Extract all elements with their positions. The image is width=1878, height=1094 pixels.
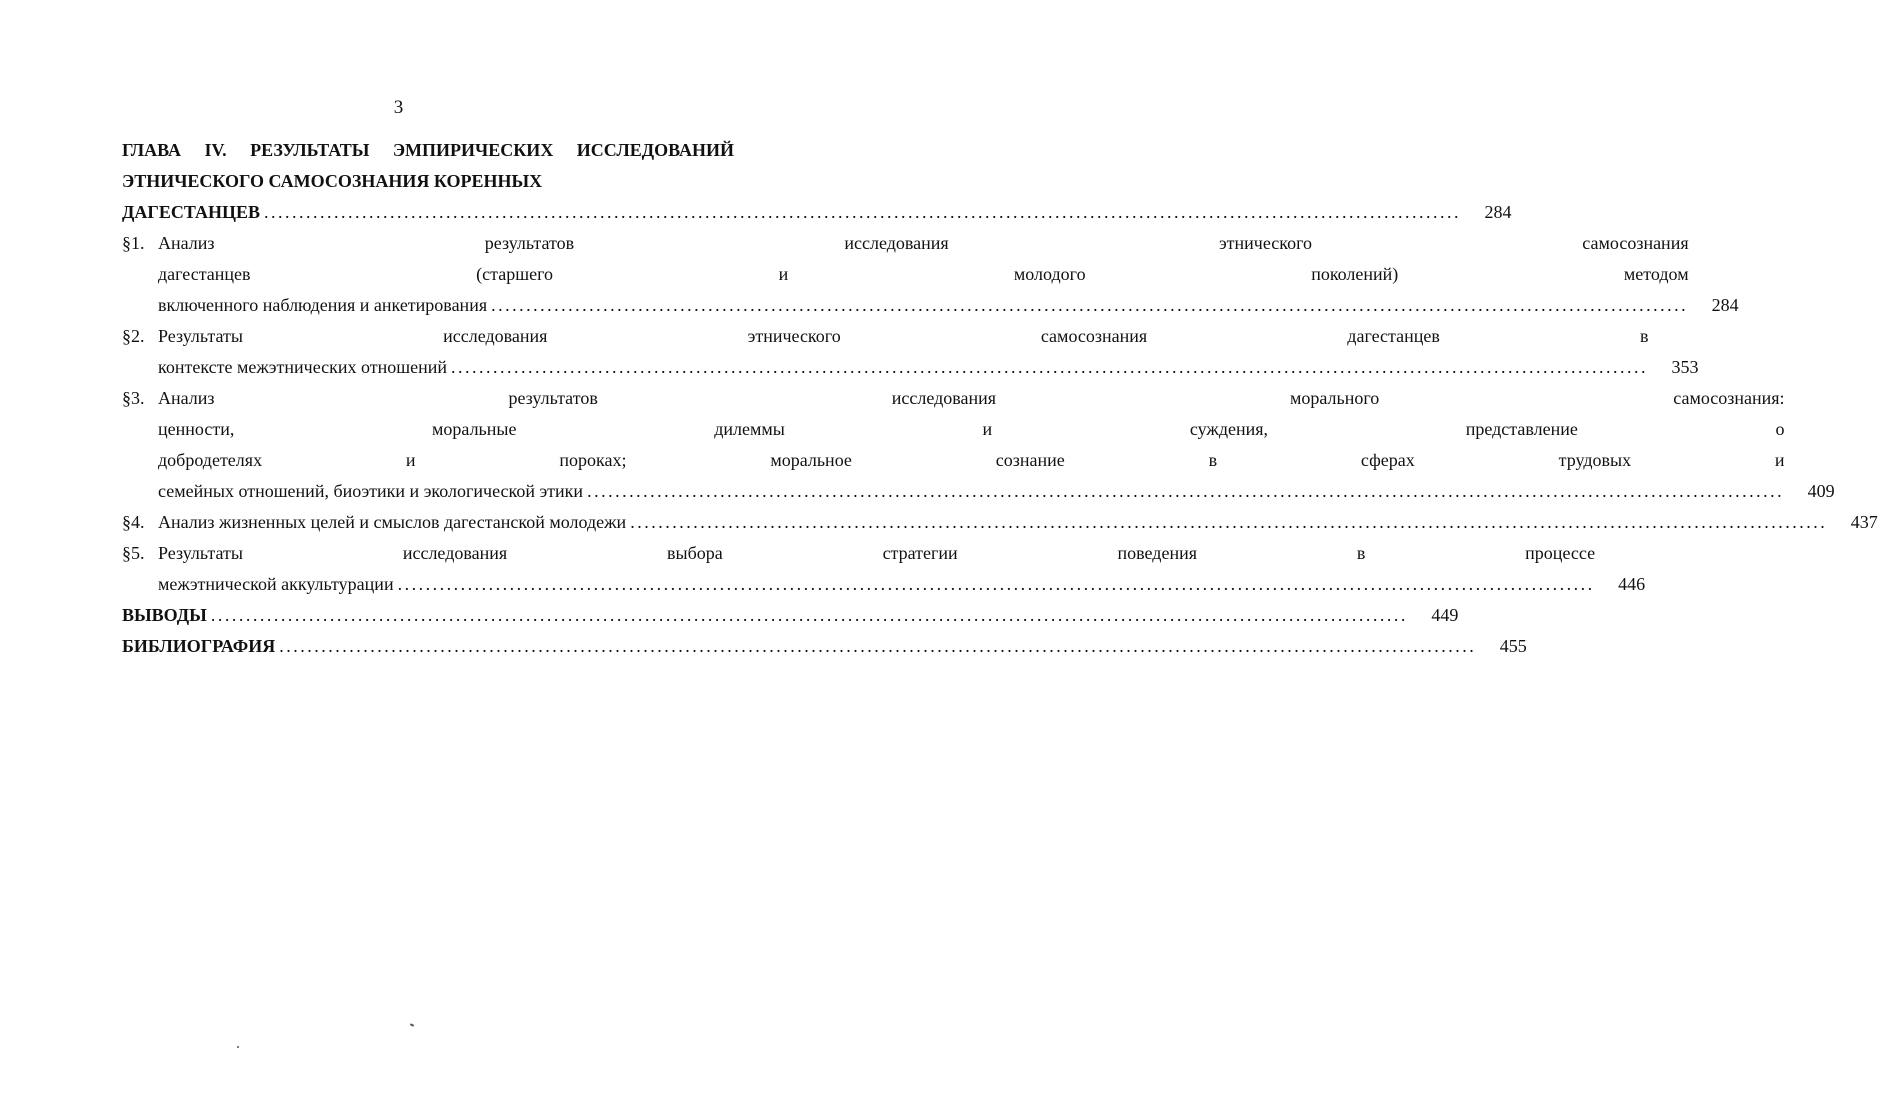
conclusions-label: ВЫВОДЫ	[122, 605, 207, 625]
conclusions-page-ref: 449	[1431, 605, 1459, 625]
dot-leader	[491, 290, 1685, 321]
section-number: §4.	[122, 512, 145, 532]
toc-section-4[interactable]	[122, 507, 1878, 538]
toc-bibliography[interactable]	[122, 631, 1527, 662]
scan-speck	[237, 1046, 239, 1048]
section-page-ref: 284	[1711, 295, 1739, 315]
section-number: §1.	[122, 233, 145, 253]
bibliography-label: БИБЛИОГРАФИЯ	[122, 636, 276, 656]
toc-section-5[interactable]	[122, 538, 1646, 600]
dot-leader	[398, 569, 1592, 600]
toc-section-3[interactable]	[122, 383, 1835, 507]
section-text-line: дагестанцев (старшего и молодого поколений) методом	[158, 264, 1689, 284]
toc-section-1[interactable]	[122, 228, 1739, 321]
section-page-ref: 437	[1850, 512, 1878, 532]
section-number: §2.	[122, 326, 145, 346]
dot-leader	[211, 600, 1405, 631]
section-page-ref: 353	[1671, 357, 1699, 377]
chapter-title-last: ДАГЕСТАНЦЕВ	[122, 202, 260, 222]
section-text-line: ценности, моральные дилеммы и суждения, представление о	[158, 419, 1785, 439]
table-of-contents	[122, 135, 1878, 662]
section-text-last: Анализ жизненных целей и смыслов дагестанской молодежи	[158, 512, 627, 532]
section-text-last: межэтнической аккультурации	[158, 574, 394, 594]
dot-leader	[451, 352, 1645, 383]
bibliography-page-ref: 455	[1499, 636, 1527, 656]
section-text-last: контексте межэтнических отношений	[158, 357, 448, 377]
chapter-title-line-2: ЭТНИЧЕСКОГО САМОСОЗНАНИЯ КОРЕННЫХ	[122, 171, 543, 191]
section-page-ref: 409	[1807, 481, 1835, 501]
section-number: §3.	[122, 388, 145, 408]
section-text-line: добродетелях и пороках; моральное сознание в сферах трудовых и	[158, 450, 1785, 470]
toc-section-2[interactable]	[122, 321, 1699, 383]
section-text-last: включенного наблюдения и анкетирования	[158, 295, 488, 315]
section-page-ref: 446	[1618, 574, 1646, 594]
scan-speck	[410, 1023, 414, 1027]
toc-conclusions[interactable]	[122, 600, 1459, 631]
chapter-title-line-1: ГЛАВА IV. РЕЗУЛЬТАТЫ ЭМПИРИЧЕСКИХ ИССЛЕДОВАНИЙ	[122, 140, 734, 160]
section-text-line: Результаты исследования выбора стратегии поведения в процессе	[158, 543, 1596, 563]
page-number: 3	[393, 97, 404, 118]
dot-leader	[264, 197, 1458, 228]
dot-leader	[587, 476, 1781, 507]
chapter-entry[interactable]	[122, 197, 1512, 228]
section-text-line: Анализ результатов исследования этнического самосознания	[158, 233, 1689, 253]
dot-leader	[279, 631, 1473, 662]
dot-leader	[630, 507, 1824, 538]
section-text-last: семейных отношений, биоэтики и экологической этики	[158, 481, 584, 501]
section-text-line: Анализ результатов исследования морального самосознания:	[158, 388, 1785, 408]
section-number: §5.	[122, 543, 145, 563]
chapter-page-ref: 284	[1484, 202, 1512, 222]
section-text-line: Результаты исследования этнического самосознания дагестанцев в	[158, 326, 1649, 346]
